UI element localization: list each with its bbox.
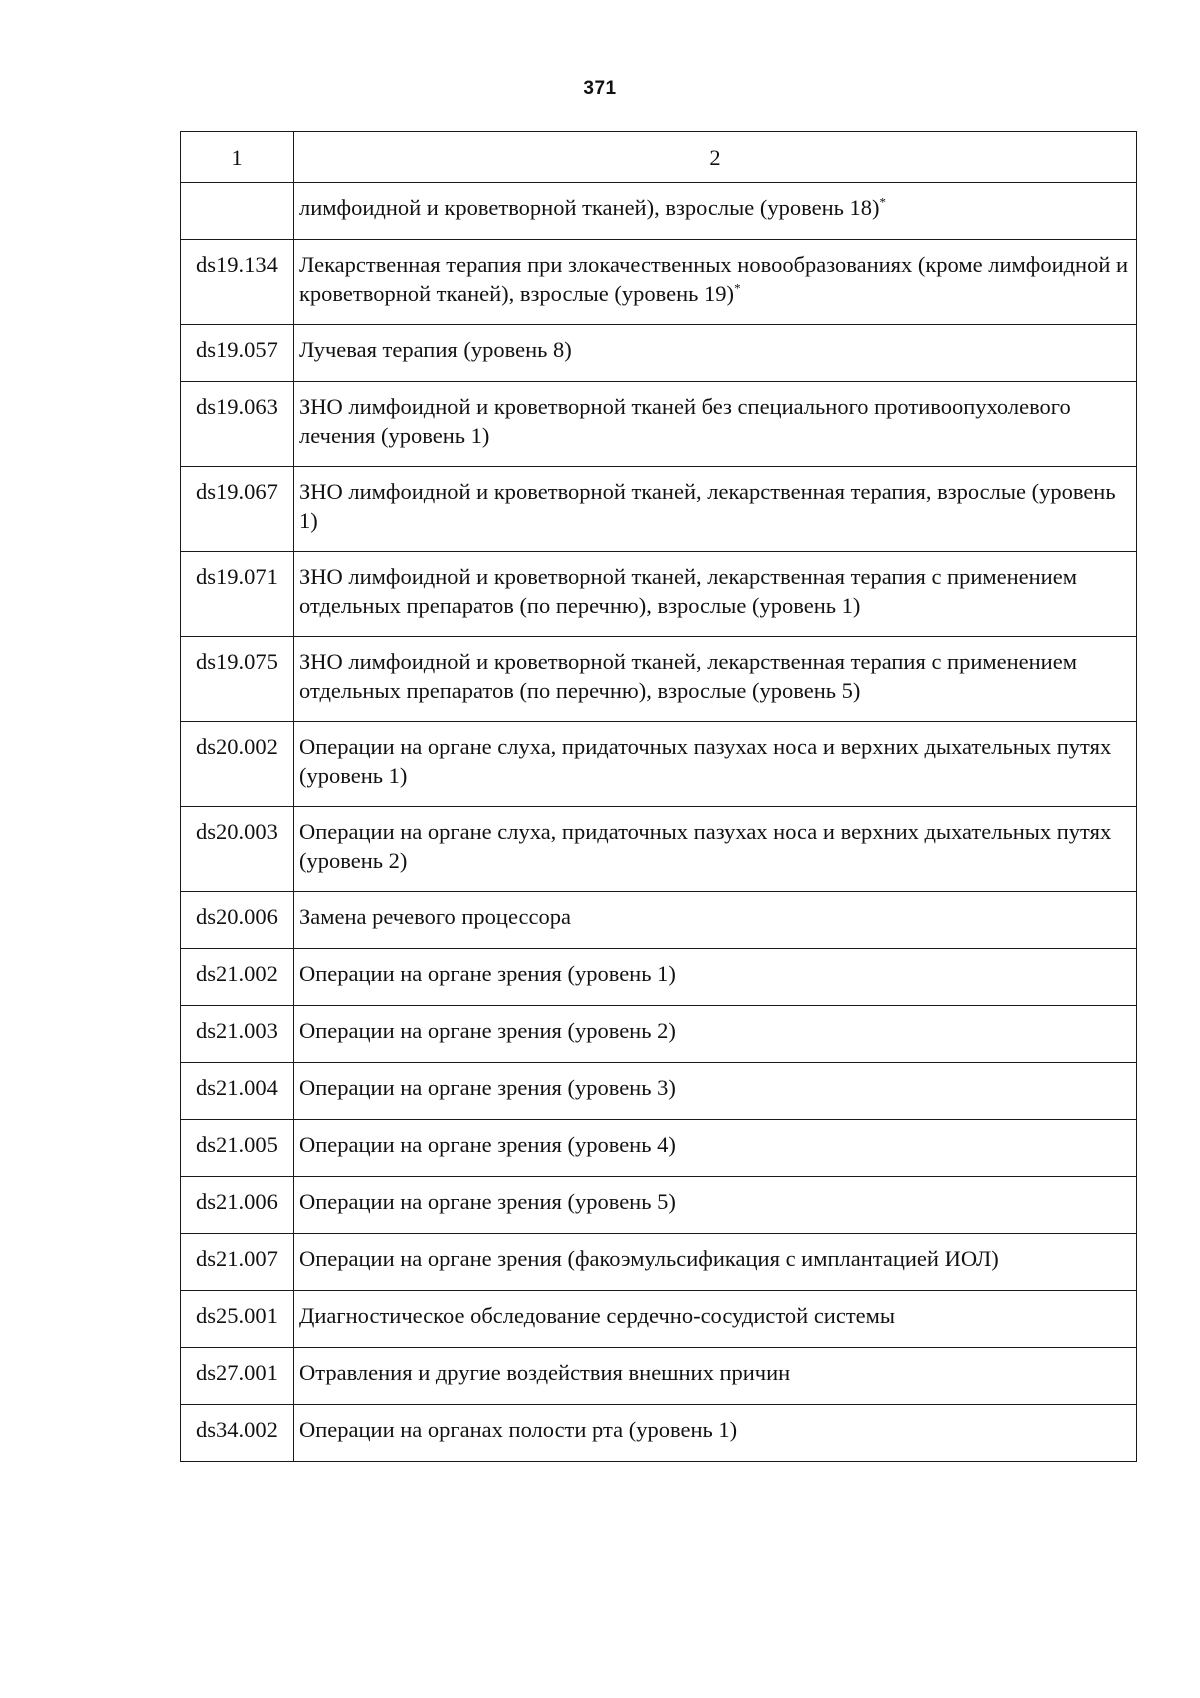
table-row bbox=[181, 467, 1137, 552]
row-name: Операции на органе слуха, придаточных пазухах носа и верхних дыхательных путях (уровень 1) bbox=[299, 734, 1112, 788]
row-name: ЗНО лимфоидной и кроветворной тканей, лекарственная терапия, взрослые (уровень 1) bbox=[299, 479, 1116, 533]
row-code bbox=[181, 183, 294, 240]
table-row bbox=[181, 1006, 1137, 1063]
footnote-mark: * bbox=[879, 194, 886, 210]
table-body bbox=[181, 183, 1137, 1462]
row-name-cell bbox=[294, 892, 1137, 949]
table-header-row bbox=[181, 132, 1137, 183]
table-row bbox=[181, 240, 1137, 325]
row-name-cell bbox=[294, 949, 1137, 1006]
table-row bbox=[181, 1120, 1137, 1177]
row-name-cell bbox=[294, 1405, 1137, 1462]
footnote-mark: * bbox=[734, 280, 741, 296]
row-code: ds21.005 bbox=[181, 1120, 294, 1177]
page-number: 371 bbox=[583, 78, 617, 99]
row-code: ds21.004 bbox=[181, 1063, 294, 1120]
row-name-cell bbox=[294, 637, 1137, 722]
row-code: ds19.063 bbox=[181, 382, 294, 467]
row-name-cell bbox=[294, 1234, 1137, 1291]
table-row bbox=[181, 552, 1137, 637]
row-code: ds19.134 bbox=[181, 240, 294, 325]
row-code: ds34.002 bbox=[181, 1405, 294, 1462]
row-code: ds21.006 bbox=[181, 1177, 294, 1234]
row-name: Отравления и другие воздействия внешних причин bbox=[299, 1360, 791, 1385]
table-row bbox=[181, 892, 1137, 949]
table-row bbox=[181, 722, 1137, 807]
row-name: Замена речевого процессора bbox=[299, 904, 571, 929]
row-name: Операции на органе зрения (уровень 4) bbox=[299, 1132, 676, 1157]
table-row bbox=[181, 807, 1137, 892]
table-row bbox=[181, 183, 1137, 240]
table-row bbox=[181, 1063, 1137, 1120]
row-name-cell bbox=[294, 552, 1137, 637]
row-name: ЗНО лимфоидной и кроветворной тканей, лекарственная терапия с применением отдельных препаратов (по перечню), взрослые (уровень 5) bbox=[299, 649, 1077, 703]
row-code: ds20.003 bbox=[181, 807, 294, 892]
table-row bbox=[181, 949, 1137, 1006]
row-name: ЗНО лимфоидной и кроветворной тканей без специального противоопухолевого лечения (уровень 1) bbox=[299, 394, 1071, 448]
row-code: ds25.001 bbox=[181, 1291, 294, 1348]
row-name-cell bbox=[294, 1291, 1137, 1348]
row-code: ds21.002 bbox=[181, 949, 294, 1006]
table-row bbox=[181, 382, 1137, 467]
row-code: ds19.067 bbox=[181, 467, 294, 552]
row-name: Операции на органе зрения (факоэмульсификация с имплантацией ИОЛ) bbox=[299, 1246, 999, 1271]
row-name-cell bbox=[294, 325, 1137, 382]
row-code: ds21.007 bbox=[181, 1234, 294, 1291]
row-code: ds27.001 bbox=[181, 1348, 294, 1405]
table-row bbox=[181, 1348, 1137, 1405]
row-name: Операции на органах полости рта (уровень 1) bbox=[299, 1417, 738, 1442]
row-name: Лекарственная терапия при злокачественных новообразованиях (кроме лимфоидной и кроветворной тканей), взрослые (уровень 19) bbox=[299, 252, 1129, 306]
row-name-cell bbox=[294, 1348, 1137, 1405]
row-name-cell bbox=[294, 807, 1137, 892]
column-header-1: 1 bbox=[181, 132, 294, 183]
row-name-cell bbox=[294, 1120, 1137, 1177]
column-header-2: 2 bbox=[294, 132, 1137, 183]
row-code: ds21.003 bbox=[181, 1006, 294, 1063]
table-row bbox=[181, 1291, 1137, 1348]
row-name: Лучевая терапия (уровень 8) bbox=[299, 337, 572, 362]
table-row bbox=[181, 1234, 1137, 1291]
row-name-cell bbox=[294, 1006, 1137, 1063]
row-name-cell bbox=[294, 722, 1137, 807]
row-name: Операции на органе зрения (уровень 2) bbox=[299, 1018, 676, 1043]
row-name: Диагностическое обследование сердечно-сосудистой системы bbox=[299, 1303, 896, 1328]
row-code: ds19.075 bbox=[181, 637, 294, 722]
row-name-cell bbox=[294, 240, 1137, 325]
row-name: Операции на органе зрения (уровень 3) bbox=[299, 1075, 676, 1100]
row-code: ds20.002 bbox=[181, 722, 294, 807]
table-row bbox=[181, 325, 1137, 382]
row-name-cell bbox=[294, 1063, 1137, 1120]
row-name: ЗНО лимфоидной и кроветворной тканей, лекарственная терапия с применением отдельных препаратов (по перечню), взрослые (уровень 1) bbox=[299, 564, 1077, 618]
row-name-cell bbox=[294, 1177, 1137, 1234]
codes-table bbox=[180, 131, 1137, 1462]
row-code: ds19.057 bbox=[181, 325, 294, 382]
row-name: Операции на органе зрения (уровень 1) bbox=[299, 961, 676, 986]
table-row bbox=[181, 637, 1137, 722]
table-row bbox=[181, 1405, 1137, 1462]
row-name-cell bbox=[294, 382, 1137, 467]
row-name: Операции на органе зрения (уровень 5) bbox=[299, 1189, 676, 1214]
row-name: лимфоидной и кроветворной тканей), взрослые (уровень 18) bbox=[299, 195, 880, 220]
row-code: ds19.071 bbox=[181, 552, 294, 637]
table-row bbox=[181, 1177, 1137, 1234]
row-name-cell bbox=[294, 467, 1137, 552]
row-code: ds20.006 bbox=[181, 892, 294, 949]
row-name-cell bbox=[294, 183, 1137, 240]
row-name: Операции на органе слуха, придаточных пазухах носа и верхних дыхательных путях (уровень 2) bbox=[299, 819, 1112, 873]
